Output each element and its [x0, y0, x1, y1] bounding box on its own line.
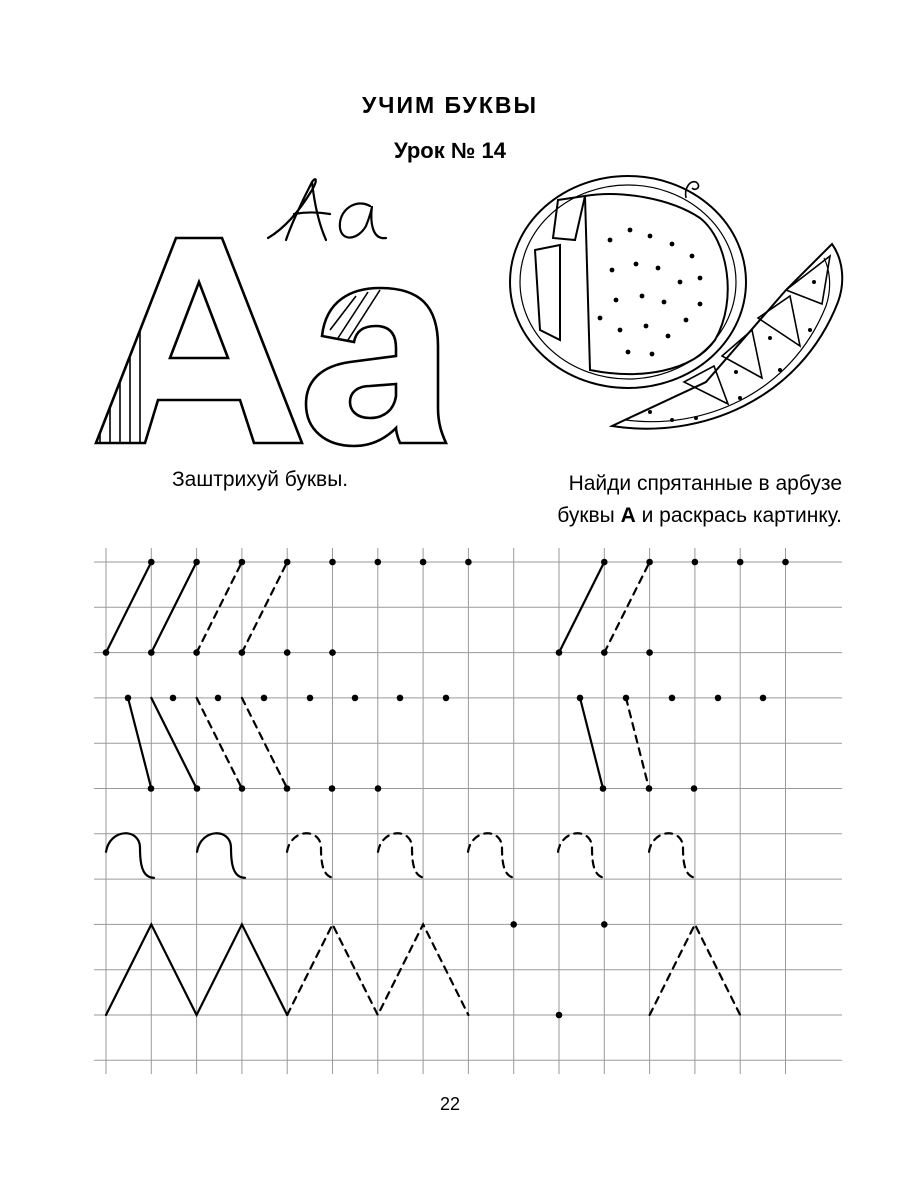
guide-dot: [737, 559, 744, 566]
tracing-dots: [103, 559, 789, 1019]
guide-dot: [148, 785, 155, 792]
guide-dot: [601, 921, 608, 928]
dashed-trace-stroke: [242, 698, 287, 789]
dashed-trace-stroke: [604, 562, 649, 653]
dashed-trace-stroke: [468, 833, 516, 878]
dashed-trace-stroke: [242, 562, 287, 653]
dashed-trace-stroke: [558, 833, 606, 878]
dashed-trace-stroke: [626, 698, 649, 789]
guide-dot: [646, 559, 653, 566]
guide-dot: [284, 559, 291, 566]
watermelon-icon: [510, 176, 842, 429]
guide-dot: [646, 649, 653, 656]
guide-dot: [307, 695, 314, 702]
guide-dot: [420, 559, 427, 566]
lesson-number: Урок № 14: [394, 138, 506, 163]
dashed-trace-stroke: [287, 924, 468, 1015]
solid-stroke: [151, 562, 196, 653]
guide-dot: [215, 695, 222, 702]
guide-dot: [397, 695, 404, 702]
highlighted-letter: А: [620, 504, 636, 527]
guide-dot: [375, 785, 382, 792]
guide-dot: [352, 695, 359, 702]
dashed-trace-stroke: [378, 833, 426, 878]
guide-dot: [148, 559, 155, 566]
guide-dot: [782, 559, 789, 566]
guide-dot: [239, 649, 246, 656]
solid-stroke: [106, 833, 154, 878]
guide-dot: [646, 785, 653, 792]
solid-stroke: [559, 562, 604, 653]
page-title: УЧИМ БУКВЫ: [362, 92, 538, 118]
tracing-strokes: [106, 562, 740, 1015]
guide-dot: [623, 695, 630, 702]
guide-dot: [194, 785, 201, 792]
solid-stroke: [197, 833, 245, 878]
solid-stroke: [128, 698, 151, 789]
dashed-trace-stroke: [197, 698, 242, 789]
instruction-line-2: буквы А и раскрась картинку.: [557, 504, 842, 527]
guide-dot: [193, 649, 200, 656]
guide-dot: [556, 1012, 563, 1019]
instruction-line-1: Найди спрятанные в арбузе: [568, 472, 842, 495]
guide-dot: [601, 559, 608, 566]
solid-stroke: [151, 698, 196, 789]
guide-dot: [715, 695, 722, 702]
guide-dot: [103, 649, 110, 656]
dashed-trace-stroke: [649, 833, 697, 878]
lowercase-a-icon: [306, 288, 446, 446]
guide-dot: [601, 649, 608, 656]
guide-dot: [465, 559, 472, 566]
guide-dot: [193, 559, 200, 566]
guide-dot: [329, 785, 336, 792]
guide-dot: [577, 695, 584, 702]
solid-stroke: [106, 924, 287, 1015]
letters-illustration: [0, 0, 900, 460]
guide-dot: [556, 649, 563, 656]
guide-dot: [669, 695, 676, 702]
guide-dot: [443, 695, 450, 702]
guide-dot: [239, 559, 246, 566]
uppercase-a-icon: [96, 238, 302, 445]
dashed-trace-stroke: [287, 833, 335, 878]
page-number: 22: [439, 1094, 461, 1114]
guide-dot: [600, 785, 607, 792]
instruction-shade-letters: Заштрихуй буквы.: [172, 468, 349, 491]
guide-dot: [125, 695, 132, 702]
dashed-trace-stroke: [197, 562, 242, 653]
guide-dot: [170, 695, 177, 702]
guide-dot: [261, 695, 268, 702]
solid-stroke: [580, 698, 603, 789]
cursive-letters-icon: [268, 179, 386, 240]
guide-dot: [239, 785, 246, 792]
guide-dot: [148, 649, 155, 656]
guide-dot: [375, 559, 382, 566]
instruction-find-letters: [557, 468, 842, 532]
dashed-trace-stroke: [650, 924, 741, 1015]
guide-dot: [284, 785, 291, 792]
guide-dot: [691, 785, 698, 792]
solid-stroke: [106, 562, 151, 653]
guide-dot: [284, 649, 291, 656]
guide-dot: [329, 649, 336, 656]
guide-dot: [692, 559, 699, 566]
guide-dot: [329, 559, 336, 566]
grid-lines: [94, 548, 842, 1074]
guide-dot: [510, 921, 517, 928]
guide-dot: [760, 695, 767, 702]
